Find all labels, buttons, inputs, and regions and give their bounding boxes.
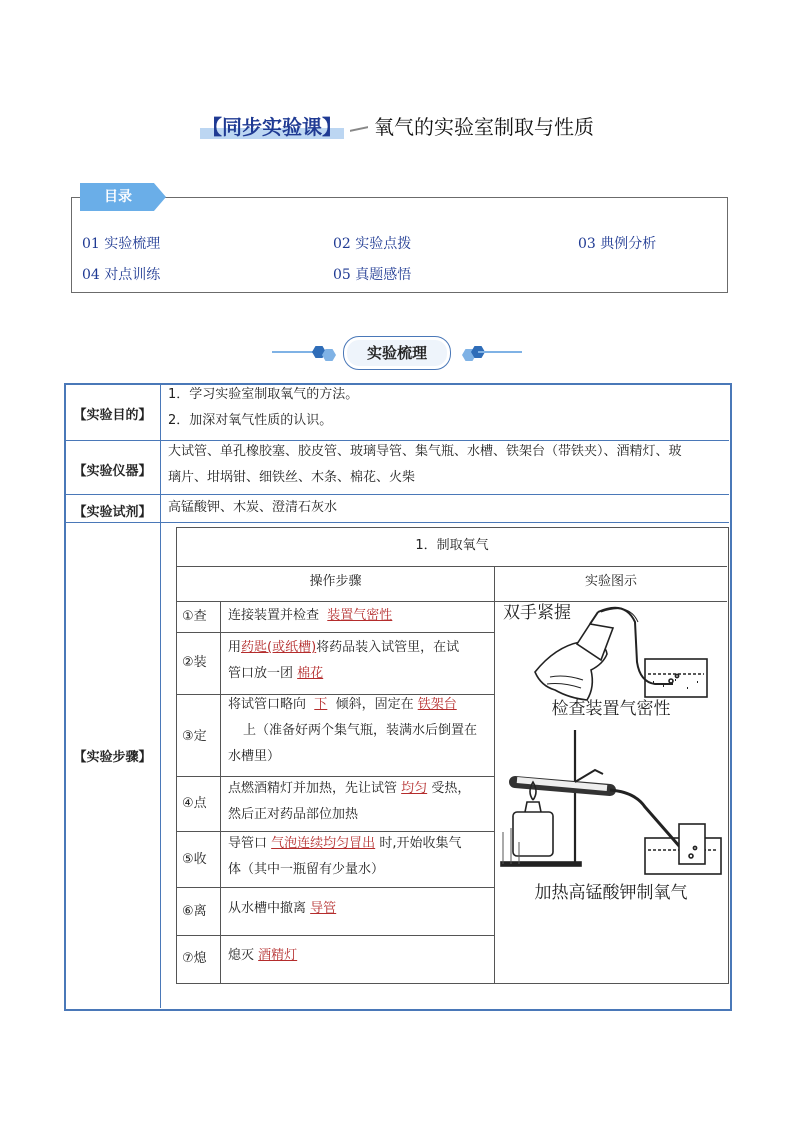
step-text-5-line1: 导管口 气泡连续均匀冒出 时,开始收集气 [228,836,462,851]
proc-hline-title [177,566,727,567]
stand-base [501,862,581,866]
proc-hline-1 [177,632,495,633]
step-answer-3b: 铁架台 [417,697,457,712]
step-num-5: ⑤收 [182,852,207,867]
section-title: 实验梳理 [343,336,451,370]
toc-item-1[interactable]: 01 实验梳理 [82,236,161,252]
step-text-4-line1: 点燃酒精灯并加热，先让试管 均匀 受热， [228,781,471,796]
toc-tab-label: 目录 [104,189,132,205]
table-row-divider-2 [65,494,729,495]
step-answer-6: 导管 [310,901,337,916]
proc-hline-5 [177,887,495,888]
step-text-6: 从水槽中撤离 导管 [228,901,337,916]
figure-caption-airtight: 检查装置气密性 [551,699,671,719]
figure-label-grip: 双手紧握 [503,603,571,623]
purpose-line-2: 2．加深对氧气性质的认识。 [168,413,333,428]
toc-item-2[interactable]: 02 实验点拨 [333,236,412,252]
step-text-2-line2: 管口放一团 棉花 [228,666,324,681]
toc-item-4[interactable]: 04 对点训练 [82,267,161,283]
experiment-figure [495,602,727,982]
row-label-purpose: 【实验目的】 [73,408,152,423]
step-text-1: 连接装置并检查 装置气密性 [228,608,393,623]
step-num-2: ②装 [182,655,207,670]
proc-hline-6 [177,935,495,936]
step-num-7: ⑦熄 [182,951,207,966]
step-num-4: ④点 [182,796,207,811]
title-tag: 【同步实验课】 [202,115,342,139]
section-line-right [478,351,522,353]
step-text-4-line2: 然后正对药品部位加热 [228,807,359,822]
toc-item-3[interactable]: 03 典例分析 [578,236,657,252]
step-text-5-line2: 体（其中一瓶留有少量水） [228,862,385,877]
col-header-ops: 操作步骤 [309,574,362,589]
page-title [0,112,794,142]
step-num-6: ⑥离 [182,904,207,919]
step-answer-2a: 药匙(或纸槽) [241,640,317,655]
table-col-divider [160,384,161,1008]
section-line-left [272,351,316,353]
reagents-text: 高锰酸钾、木炭、澄清石灰水 [168,500,338,515]
title-main: 氧气的实验室制取与性质 [374,115,594,139]
toc-item-5[interactable]: 05 真题感悟 [333,267,412,283]
step-answer-3a: 下 [314,697,328,712]
step-answer-5: 气泡连续均匀冒出 [271,836,376,851]
figure-caption-heating: 加热高锰酸钾制氧气 [534,883,688,903]
step-text-3-line3: 水槽里） [228,749,281,764]
step-answer-1: 装置气密性 [327,608,393,623]
step-answer-7: 酒精灯 [258,948,298,963]
col-header-figure: 实验图示 [584,574,637,589]
purpose-line-1: 1．学习实验室制取氧气的方法。 [168,387,359,402]
step-answer-2b: 棉花 [297,666,324,681]
instruments-line-2: 璃片、坩埚钳、细铁丝、木条、棉花、火柴 [168,470,416,485]
step-num-3: ③定 [182,729,207,744]
step-answer-4: 均匀 [401,781,428,796]
table-row-divider-3 [65,522,729,523]
instruments-line-1: 大试管、单孔橡胶塞、胶皮管、玻璃导管、集气瓶、水槽、铁架台（带铁夹）、酒精灯、玻 [168,444,682,459]
row-label-steps: 【实验步骤】 [73,750,152,765]
row-label-reagents: 【实验试剂】 [73,505,152,520]
step-num-1: ①查 [182,609,207,624]
title-dash [350,126,368,132]
row-label-instruments: 【实验仪器】 [73,464,152,479]
heating-apparatus-illustration [501,730,721,874]
step-text-3-line1: 将试管口略向 下 倾斜，固定在 铁架台 [228,697,457,712]
toc-tab [80,183,166,211]
step-text-7: 熄灭 酒精灯 [228,948,298,963]
step-text-2-line1: 用药匙(或纸槽)将药品装入试管里，在试 [228,640,460,655]
proc-vline-num [220,602,221,983]
step-text-3-line2: 上（准备好两个集气瓶，装满水后倒置在 [243,723,478,738]
procedure-title: 1．制取氧气 [415,538,489,553]
